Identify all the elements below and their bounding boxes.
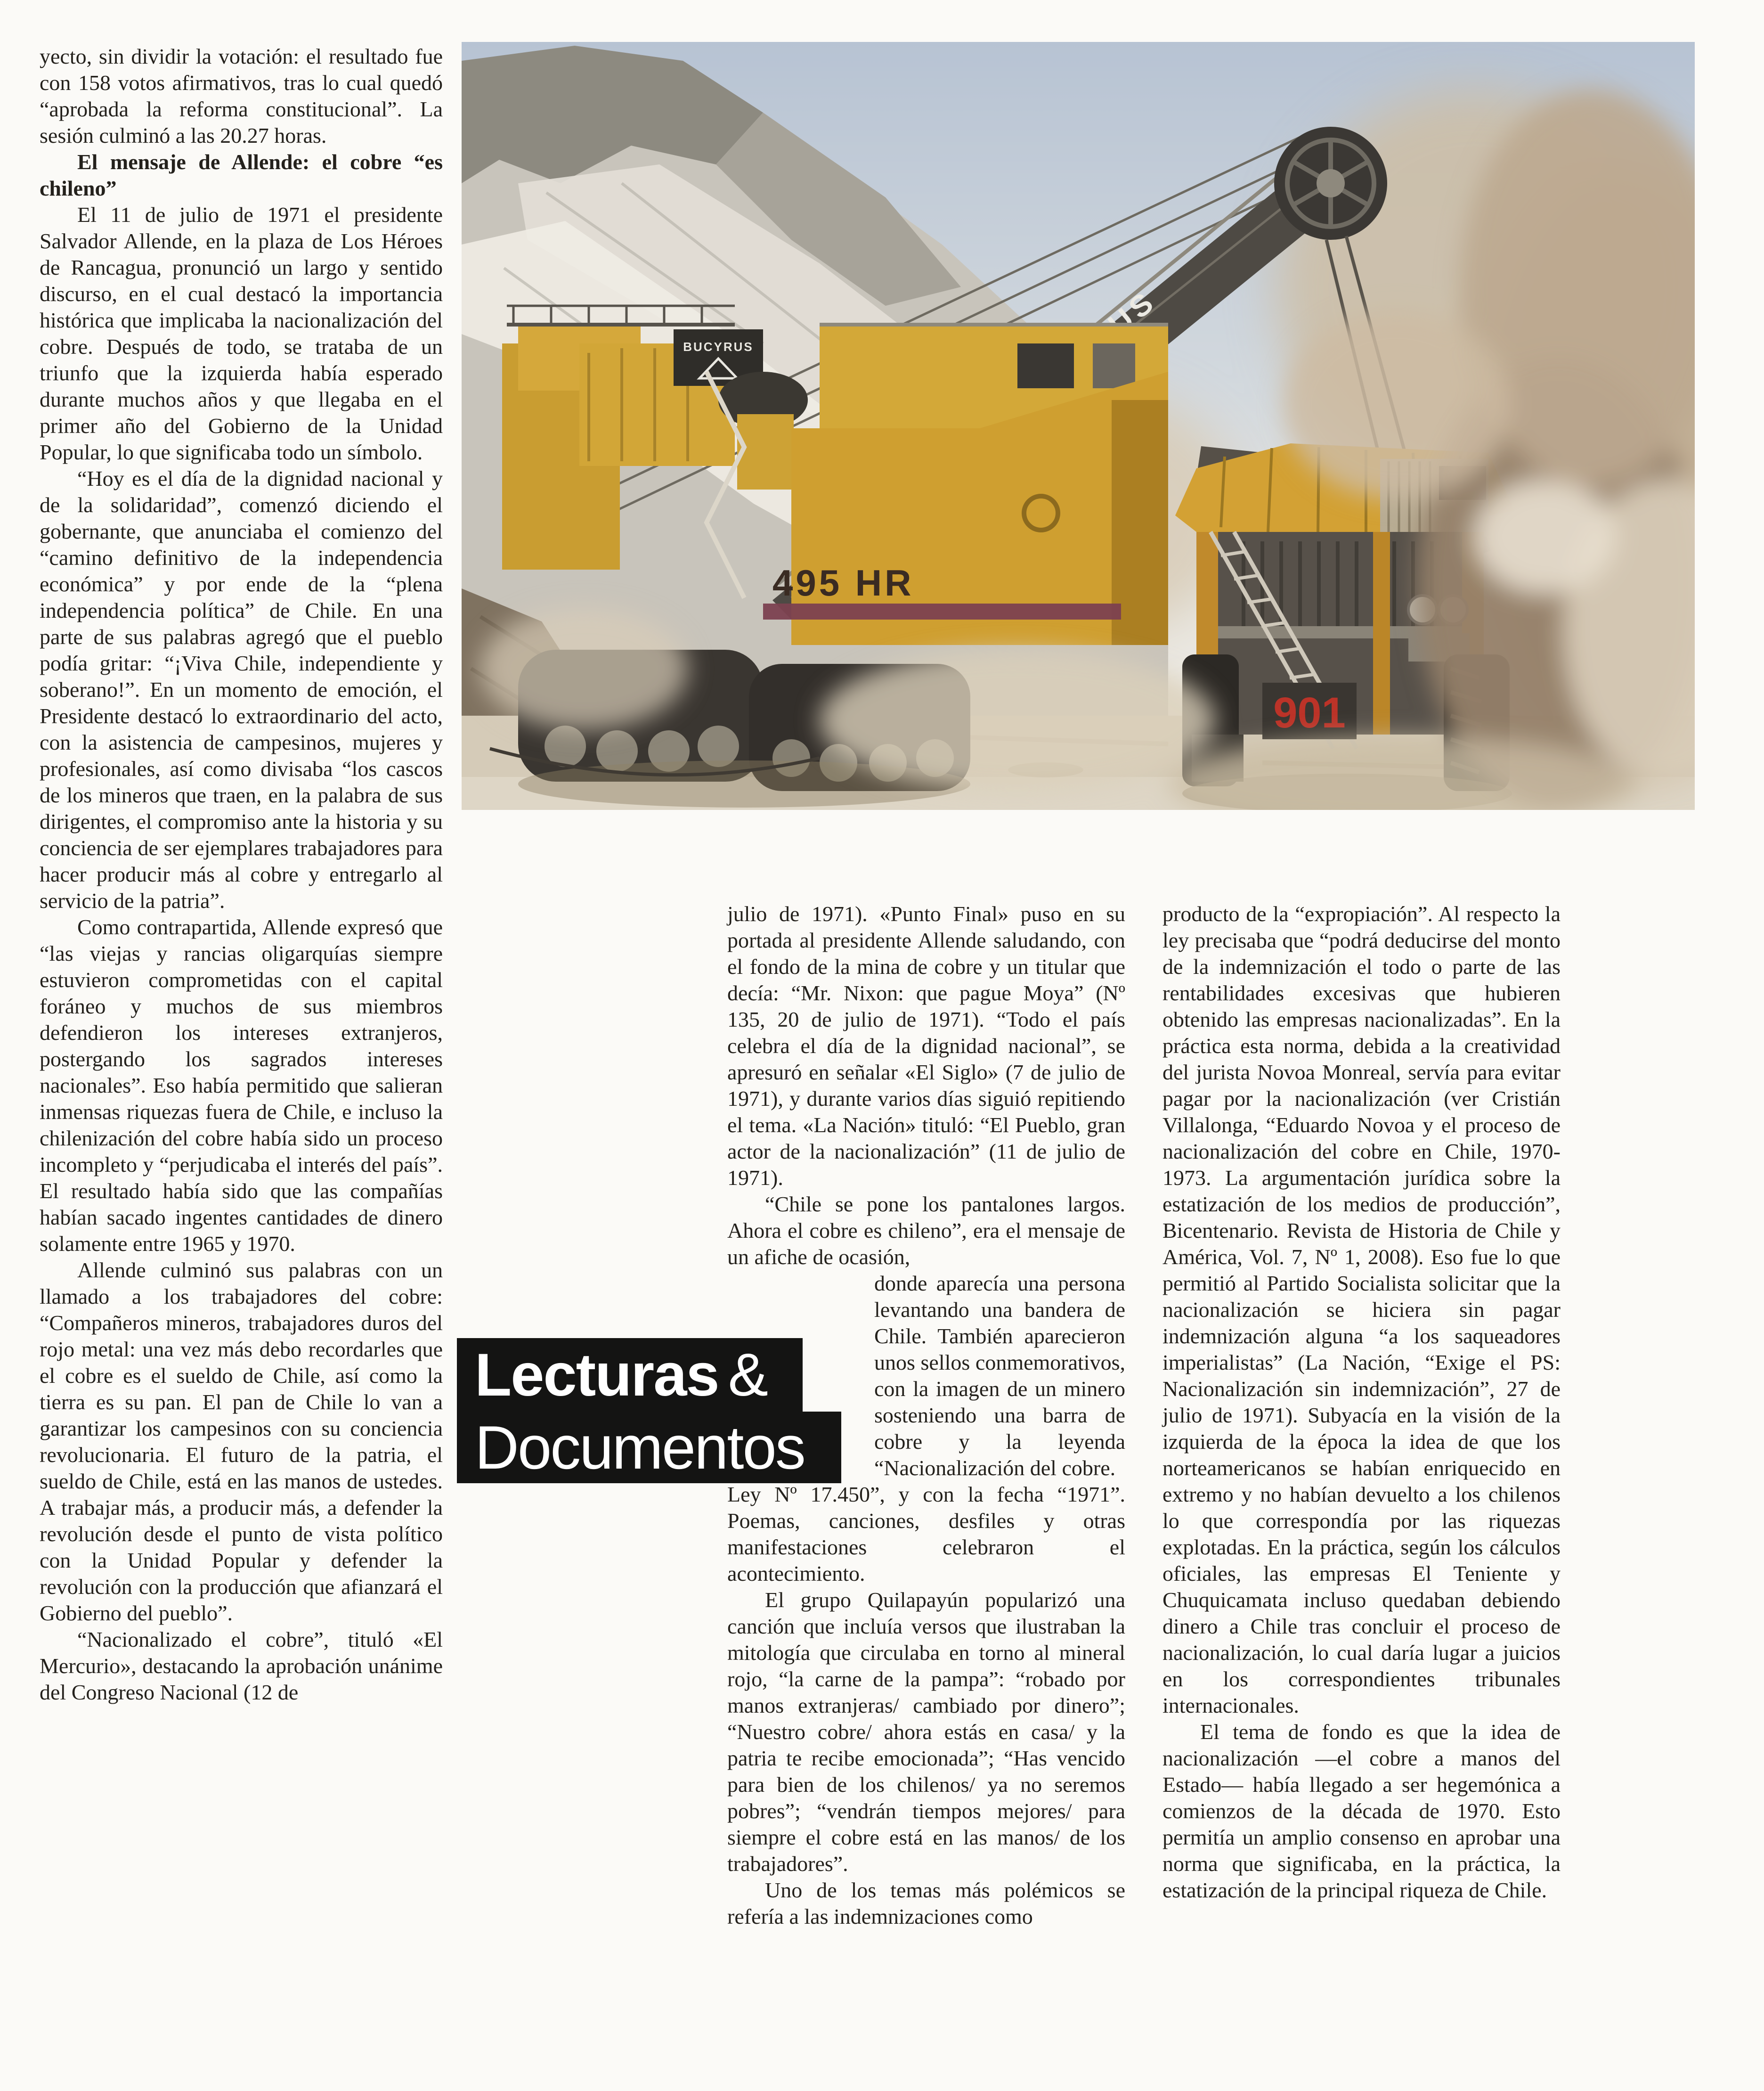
paragraph: Como contrapartida, Allende expresó que “las viejas y rancias oligarquías siempre estuvieron comprometidas con el capital foráneo y muchos de sus miembros defendieron los intereses extranjeros, postergando los sagrados intereses nacionales”. Eso había permitido que salieran inmensas riquezas fuera de Chile, e incluso la chilenización del cobre había sido un proceso incompleto y “perjudicaba el interés del país”. El resultado había sido que las compañías habían sacado ingentes cantidades de dinero solamente entre 1965 y 1970. [40,915,443,1256]
paragraph: Uno de los temas más polémicos se refería a las indemnizaciones como [727,1878,1125,1928]
pulley-wheel [1274,127,1387,240]
mine-photo [462,42,1695,810]
label-documentos: Documentos [457,1412,841,1483]
paragraph-continuation: Ley Nº 17.450”, y con la fecha “1971”. Poemas, canciones, desfiles y otras manifestaciones celebraron el acontecimiento. [727,1482,1125,1585]
column-middle [727,901,1125,1930]
paragraph: “Hoy es el día de la dignidad nacional y de la solidaridad”, comenzó diciendo el gobernante, que anunciaba el comienzo del “camino definitivo de la independencia económica” y por ende de la “plena independencia política” de Chile. En una parte de sus palabras agregó que el pueblo podía gritar: “¡Viva Chile, independiente y soberano!”. En un momento de emoción, el Presidente destacó lo extraordinario del acto, con la asistencia de campesinos, mujeres y profesionales, así como divisaba “los cascos de los mineros que traen, en la palabra de sus dirigentes, el compromiso ante la historia y su conciencia de ser ejemplares trabajadores para hacer producir más al cobre y entregarlo al servicio de la patria”. [40,466,443,913]
paragraph: “Chile se pone los pantalones largos. Ahora el cobre es chileno”, era el mensaje de un afiche de ocasión, [727,1192,1125,1269]
paragraph: Allende culminó sus palabras con un llamado a los trabajadores del cobre: “Compañeros mineros, trabajadores duros del rojo metal: una vez más debo recordarles que el cobre es el sueldo de Chile, así como la tierra es su pan. El pan de Chile lo van a garantizar los campesinos con su conciencia revolucionaria. El futuro de la patria, el sueldo de Chile, está en las manos de ustedes. A trabajar más, a producir más, a defender la revolución desde el punto de vista político con la Unidad Popular y defender la revolución con la producción que afianzará el Gobierno del pueblo”. [40,1258,443,1625]
label-title-bold: Lecturas [475,1341,719,1409]
paragraph-continuation: yecto, sin dividir la votación: el resultado fue con 158 votos afirmativos, tras lo cual quedó “aprobada la reforma constitucional”. La sesión culminó a las 20.27 horas. [40,44,443,147]
paragraph-wrapped: donde aparecía una persona levantando una bandera de Chile. También aparecieron unos sellos conmemorativos, con la imagen de un minero sosteniendo una barra de cobre y la leyenda “Nacionalización del cobre. [874,1271,1125,1480]
section-heading: El mensaje de Allende: el cobre “es chileno” [40,150,443,200]
photo-brand-small-text: BUCYRUS [683,340,754,354]
cab-window [1017,343,1074,388]
truck-number-text: 901 [1273,689,1346,737]
mine-photo-illustration [462,42,1695,810]
photo-model-text: 495 HR [772,562,914,604]
paragraph: “Nacionalizado el cobre”, tituló «El Mercurio», destacando la aprobación unánime del Congreso Nacional (12 de [40,1627,443,1704]
column-left [40,43,443,1706]
label-ampersand: & [728,1341,767,1409]
paragraph-continuation: julio de 1971). «Punto Final» puso en su portada al presidente Allende saludando, con el fondo de la mina de cobre y un titular que decía: “Mr. Nixon: que pague Moya” (Nº 135, 20 de julio de 1971). “Todo el país celebra el día de la dignidad nacional”, se apresuró en señalar «El Siglo» (7 de julio de 1971), y durante varios días siguió repitiendo el tema. «La Nación» tituló: “El Pueblo, gran actor de la nacionalización” (11 de julio de 1971). [727,902,1125,1190]
paragraph: El tema de fondo es que la idea de nacionalización —el cobre a manos del Estado— había llegado a ser hegemónica a comienzos de la década de 1970. Esto permitía un amplio consenso en aprobar una norma que significaba, en la práctica, la estatización de la principal riqueza de Chile. [1162,1720,1561,1902]
paragraph-continuation: producto de la “expropiación”. Al respecto la ley precisaba que “podrá deducirse del monto de la indemnización el todo o parte de las rentabilidades excesivas que hubieren obtenido las empresas nacionalizadas”. En la práctica esta norma, debida a la creatividad del jurista Novoa Monreal, servía para evitar pagar por la nacionalización (ver Cristián Villalonga, “Eduardo Novoa y el proceso de nacionalización del cobre en Chile, 1970-1973. La argumentación jurídica sobre la estatización de los medios de producción”, Bicentenario. Revista de Historia de Chile y América, Vol. 7, Nº 1, 2008). Eso fue lo que permitió al Partido Socialista solicitar que la nacionalización se hiciera sin pagar indemnización alguna “a los saqueadores imperialistas” (La Nación, “Exige el PS: Nacionalización sin indemnización”, 27 de julio de 1971). Subyacía en la visión de la izquierda de la época la idea de que los norteamericanos se habían enriquecido en extremo y no habían devuelto a los chilenos lo que correspondía por las riquezas explotadas. En la práctica, según los cálculos oficiales, las empresas El Teniente y Chuquicamata incluso quedaban debiendo dinero a Chile tras concluir el proceso de nacionalización, lo cual daría lugar a juicios en los correspondientes tribunales internacionales. [1162,902,1561,1717]
stripe [763,604,1121,620]
paragraph: El grupo Quilapayún popularizó una canción que incluía versos que ilustraban la mitología que circulaba en torno al mineral rojo, “la carne de la pampa”: “robado por manos extranjeras/ cambiado por dinero”; “Nuestro cobre/ ahora estás en casa/ y la patria te recibe emocionada”; “Has vencido para bien de los chilenos/ ya no seremos pobres”; “vendrán tiempos mejores/ para siempre el cobre está en las manos/ de los trabajadores”. [727,1588,1125,1876]
paragraph: El 11 de julio de 1971 el presidente Salvador Allende, en la plaza de Los Héroes de Rancagua, pronunció un largo y sentido discurso, en el cual destacó la importancia histórica que implicaba la nacionalización del cobre. Después de todo, se trataba de un triunfo que la izquierda había esperado durante muchos años y que llegaba en el primer año del Gobierno de la Unidad Popular, lo que significaba todo un símbolo. [40,203,443,464]
column-right [1162,901,1561,1903]
